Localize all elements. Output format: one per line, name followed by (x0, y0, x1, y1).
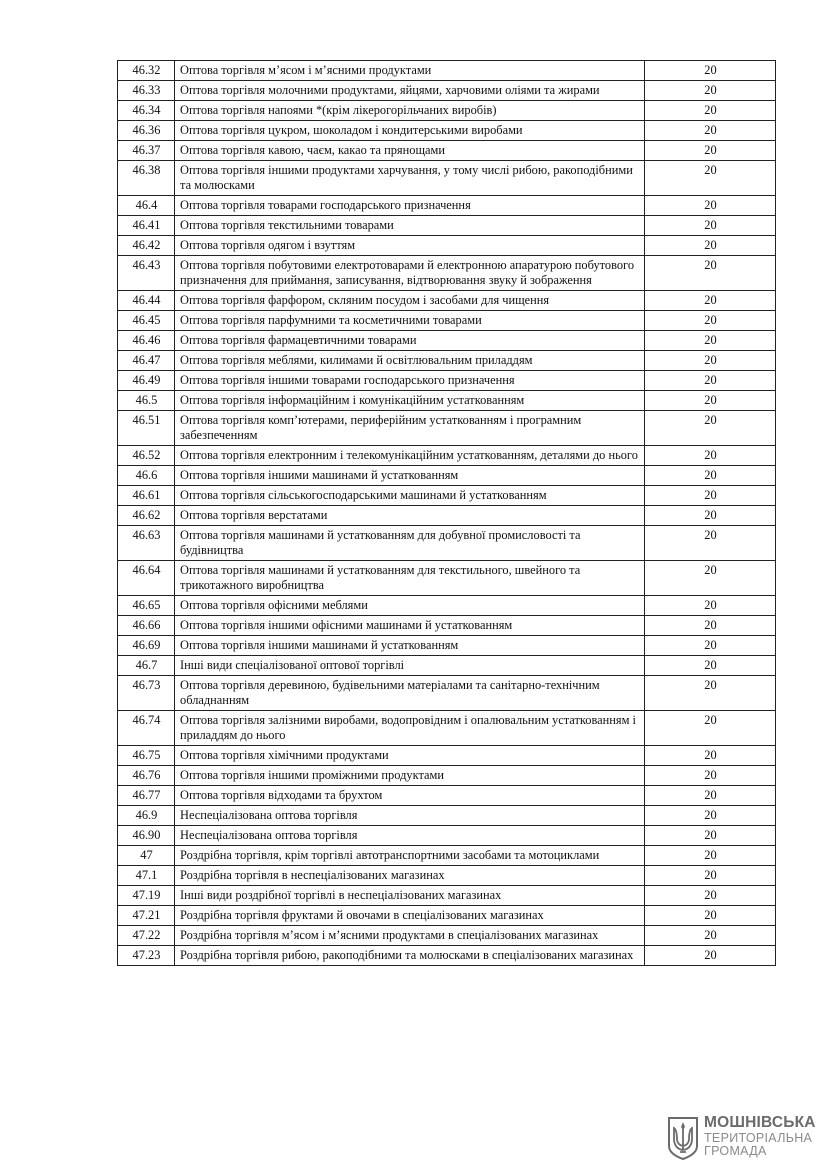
activity-code-cell: 46.62 (118, 506, 175, 526)
rate-cell: 20 (645, 676, 776, 711)
activity-code-cell: 46.42 (118, 236, 175, 256)
activity-name-cell: Оптова торгівля фармацевтичними товарами (175, 331, 645, 351)
table-row (118, 121, 776, 141)
rate-cell: 20 (645, 61, 776, 81)
activity-code-cell: 46.37 (118, 141, 175, 161)
activity-name-cell: Роздрібна торгівля фруктами й овочами в спеціалізованих магазинах (175, 906, 645, 926)
table-row (118, 906, 776, 926)
activity-name-cell: Інші види спеціалізованої оптової торгівлі (175, 656, 645, 676)
activity-code-cell: 46.46 (118, 331, 175, 351)
table-row (118, 411, 776, 446)
activity-code-cell: 46.36 (118, 121, 175, 141)
activity-name-cell: Оптова торгівля одягом і взуттям (175, 236, 645, 256)
activity-code-cell: 47.23 (118, 946, 175, 966)
rate-cell: 20 (645, 411, 776, 446)
activity-code-cell: 46.41 (118, 216, 175, 236)
activity-name-cell: Оптова торгівля відходами та брухтом (175, 786, 645, 806)
activity-code-cell: 46.45 (118, 311, 175, 331)
table-row (118, 311, 776, 331)
activity-code-cell: 46.63 (118, 526, 175, 561)
activity-code-cell: 46.66 (118, 616, 175, 636)
activity-code-cell: 46.90 (118, 826, 175, 846)
rate-cell: 20 (645, 596, 776, 616)
activity-name-cell: Оптова торгівля побутовими електротоварами й електронною апаратурою побутового призначення для приймання, записування, відтворювання звуку й зображення (175, 256, 645, 291)
table-row (118, 486, 776, 506)
table-row (118, 846, 776, 866)
rate-cell: 20 (645, 886, 776, 906)
table-row (118, 256, 776, 291)
activity-code-cell: 47.19 (118, 886, 175, 906)
activity-code-cell: 46.75 (118, 746, 175, 766)
activity-name-cell: Оптова торгівля деревиною, будівельними матеріалами та санітарно-технічним обладнанням (175, 676, 645, 711)
activity-code-cell: 46.7 (118, 656, 175, 676)
rate-cell: 20 (645, 746, 776, 766)
logo-title: МОШНІВСЬКА (704, 1114, 816, 1131)
activity-name-cell: Оптова торгівля залізними виробами, водопровідним і опалювальним устаткованням і приладдям до нього (175, 711, 645, 746)
table-row (118, 331, 776, 351)
rate-cell: 20 (645, 81, 776, 101)
activity-codes-table (117, 60, 776, 966)
rate-cell: 20 (645, 486, 776, 506)
activity-name-cell: Роздрібна торгівля в неспеціалізованих магазинах (175, 866, 645, 886)
activity-name-cell: Роздрібна торгівля, крім торгівлі автотранспортними засобами та мотоциклами (175, 846, 645, 866)
table-body (118, 61, 776, 966)
table-row (118, 711, 776, 746)
rate-cell: 20 (645, 926, 776, 946)
activity-code-cell: 46.44 (118, 291, 175, 311)
rate-cell: 20 (645, 101, 776, 121)
activity-code-cell: 46.6 (118, 466, 175, 486)
rate-cell: 20 (645, 826, 776, 846)
activity-name-cell: Оптова торгівля іншими проміжними продуктами (175, 766, 645, 786)
activity-code-cell: 47.1 (118, 866, 175, 886)
table-row (118, 946, 776, 966)
activity-code-cell: 46.34 (118, 101, 175, 121)
activity-code-cell: 46.43 (118, 256, 175, 291)
logo-subtitle-2: ГРОМАДА (704, 1144, 767, 1158)
rate-cell: 20 (645, 446, 776, 466)
rate-cell: 20 (645, 351, 776, 371)
activity-name-cell: Оптова торгівля машинами й устаткованням для добувної промисловості та будівництва (175, 526, 645, 561)
table-row (118, 391, 776, 411)
rate-cell: 20 (645, 946, 776, 966)
activity-code-cell: 46.38 (118, 161, 175, 196)
activity-name-cell: Оптова торгівля іншими машинами й устаткованням (175, 466, 645, 486)
table-row (118, 676, 776, 711)
activity-name-cell: Інші види роздрібної торгівлі в неспеціалізованих магазинах (175, 886, 645, 906)
rate-cell: 20 (645, 236, 776, 256)
activity-name-cell: Роздрібна торгівля рибою, ракоподібними та молюсками в спеціалізованих магазинах (175, 946, 645, 966)
rate-cell: 20 (645, 526, 776, 561)
rate-cell: 20 (645, 766, 776, 786)
activity-name-cell: Оптова торгівля цукром, шоколадом і кондитерськими виробами (175, 121, 645, 141)
table-row (118, 506, 776, 526)
activity-code-cell: 46.33 (118, 81, 175, 101)
activity-name-cell: Оптова торгівля молочними продуктами, яйцями, харчовими оліями та жирами (175, 81, 645, 101)
activity-code-cell: 47 (118, 846, 175, 866)
rate-cell: 20 (645, 561, 776, 596)
activity-name-cell: Оптова торгівля м’ясом і м’ясними продуктами (175, 61, 645, 81)
activity-name-cell: Оптова торгівля фарфором, скляним посудом і засобами для чищення (175, 291, 645, 311)
activity-code-cell: 47.21 (118, 906, 175, 926)
table-row (118, 616, 776, 636)
rate-cell: 20 (645, 391, 776, 411)
rate-cell: 20 (645, 196, 776, 216)
activity-name-cell: Оптова торгівля інформаційним і комунікаційним устаткованням (175, 391, 645, 411)
table-row (118, 561, 776, 596)
activity-code-cell: 46.4 (118, 196, 175, 216)
activity-name-cell: Неспеціалізована оптова торгівля (175, 826, 645, 846)
table-row (118, 236, 776, 256)
activity-code-cell: 46.76 (118, 766, 175, 786)
table-row (118, 196, 776, 216)
table-row (118, 656, 776, 676)
activity-name-cell: Оптова торгівля парфумними та косметичними товарами (175, 311, 645, 331)
activity-code-cell: 46.65 (118, 596, 175, 616)
activity-name-cell: Оптова торгівля текстильними товарами (175, 216, 645, 236)
table-row (118, 141, 776, 161)
table-row (118, 926, 776, 946)
activity-name-cell: Оптова торгівля машинами й устаткованням для текстильного, швейного та трикотажного виробництва (175, 561, 645, 596)
rate-cell: 20 (645, 711, 776, 746)
table-row (118, 61, 776, 81)
rate-cell: 20 (645, 291, 776, 311)
table-row (118, 446, 776, 466)
community-logo (666, 1114, 816, 1164)
activity-code-cell: 46.73 (118, 676, 175, 711)
activity-code-cell: 46.49 (118, 371, 175, 391)
rate-cell: 20 (645, 331, 776, 351)
activity-name-cell: Оптова торгівля іншими офісними машинами й устаткованням (175, 616, 645, 636)
activity-code-cell: 46.61 (118, 486, 175, 506)
activity-name-cell: Оптова торгівля іншими товарами господарського призначення (175, 371, 645, 391)
table-row (118, 161, 776, 196)
activity-code-cell: 46.74 (118, 711, 175, 746)
table-row (118, 351, 776, 371)
rate-cell: 20 (645, 311, 776, 331)
rate-cell: 20 (645, 906, 776, 926)
table-row (118, 766, 776, 786)
table-row (118, 101, 776, 121)
activity-name-cell: Оптова торгівля офісними меблями (175, 596, 645, 616)
rate-cell: 20 (645, 466, 776, 486)
activity-name-cell: Оптова торгівля верстатами (175, 506, 645, 526)
trident-emblem-icon (666, 1116, 700, 1160)
activity-code-cell: 46.51 (118, 411, 175, 446)
activity-name-cell: Оптова торгівля хімічними продуктами (175, 746, 645, 766)
rate-cell: 20 (645, 656, 776, 676)
activity-code-cell: 46.32 (118, 61, 175, 81)
activity-name-cell: Оптова торгівля кавою, чаєм, какао та прянощами (175, 141, 645, 161)
activity-name-cell: Оптова торгівля іншими машинами й устаткованням (175, 636, 645, 656)
activity-name-cell: Роздрібна торгівля м’ясом і м’ясними продуктами в спеціалізованих магазинах (175, 926, 645, 946)
rate-cell: 20 (645, 806, 776, 826)
table-row (118, 636, 776, 656)
table-row (118, 826, 776, 846)
activity-code-cell: 46.64 (118, 561, 175, 596)
table-row (118, 466, 776, 486)
rate-cell: 20 (645, 216, 776, 236)
rate-cell: 20 (645, 636, 776, 656)
activity-name-cell: Оптова торгівля сільськогосподарськими машинами й устаткованням (175, 486, 645, 506)
rate-cell: 20 (645, 786, 776, 806)
activity-code-cell: 47.22 (118, 926, 175, 946)
table-row (118, 886, 776, 906)
table-row (118, 291, 776, 311)
activity-name-cell: Оптова торгівля комп’ютерами, периферійним устаткованням і програмним забезпеченням (175, 411, 645, 446)
table-row (118, 746, 776, 766)
rate-cell: 20 (645, 846, 776, 866)
rate-cell: 20 (645, 506, 776, 526)
activity-name-cell: Оптова торгівля електронним і телекомунікаційним устаткованням, деталями до нього (175, 446, 645, 466)
activity-code-cell: 46.77 (118, 786, 175, 806)
rate-cell: 20 (645, 616, 776, 636)
activity-code-cell: 46.5 (118, 391, 175, 411)
activity-code-cell: 46.9 (118, 806, 175, 826)
table-row (118, 216, 776, 236)
activity-name-cell: Неспеціалізована оптова торгівля (175, 806, 645, 826)
rate-cell: 20 (645, 866, 776, 886)
activity-code-cell: 46.52 (118, 446, 175, 466)
activity-code-cell: 46.69 (118, 636, 175, 656)
table-row (118, 806, 776, 826)
table-row (118, 526, 776, 561)
rate-cell: 20 (645, 371, 776, 391)
table-row (118, 866, 776, 886)
rate-cell: 20 (645, 256, 776, 291)
table-row (118, 81, 776, 101)
logo-subtitle-1: ТЕРИТОРІАЛЬНА (704, 1131, 813, 1145)
activity-code-cell: 46.47 (118, 351, 175, 371)
table-row (118, 596, 776, 616)
activity-name-cell: Оптова торгівля меблями, килимами й освітлювальним приладдям (175, 351, 645, 371)
table-row (118, 786, 776, 806)
activity-name-cell: Оптова торгівля товарами господарського призначення (175, 196, 645, 216)
rate-cell: 20 (645, 121, 776, 141)
activity-name-cell: Оптова торгівля напоями *(крім лікерогорільчаних виробів) (175, 101, 645, 121)
rate-cell: 20 (645, 161, 776, 196)
activity-name-cell: Оптова торгівля іншими продуктами харчування, у тому числі рибою, ракоподібними та молюсками (175, 161, 645, 196)
rate-cell: 20 (645, 141, 776, 161)
table-row (118, 371, 776, 391)
